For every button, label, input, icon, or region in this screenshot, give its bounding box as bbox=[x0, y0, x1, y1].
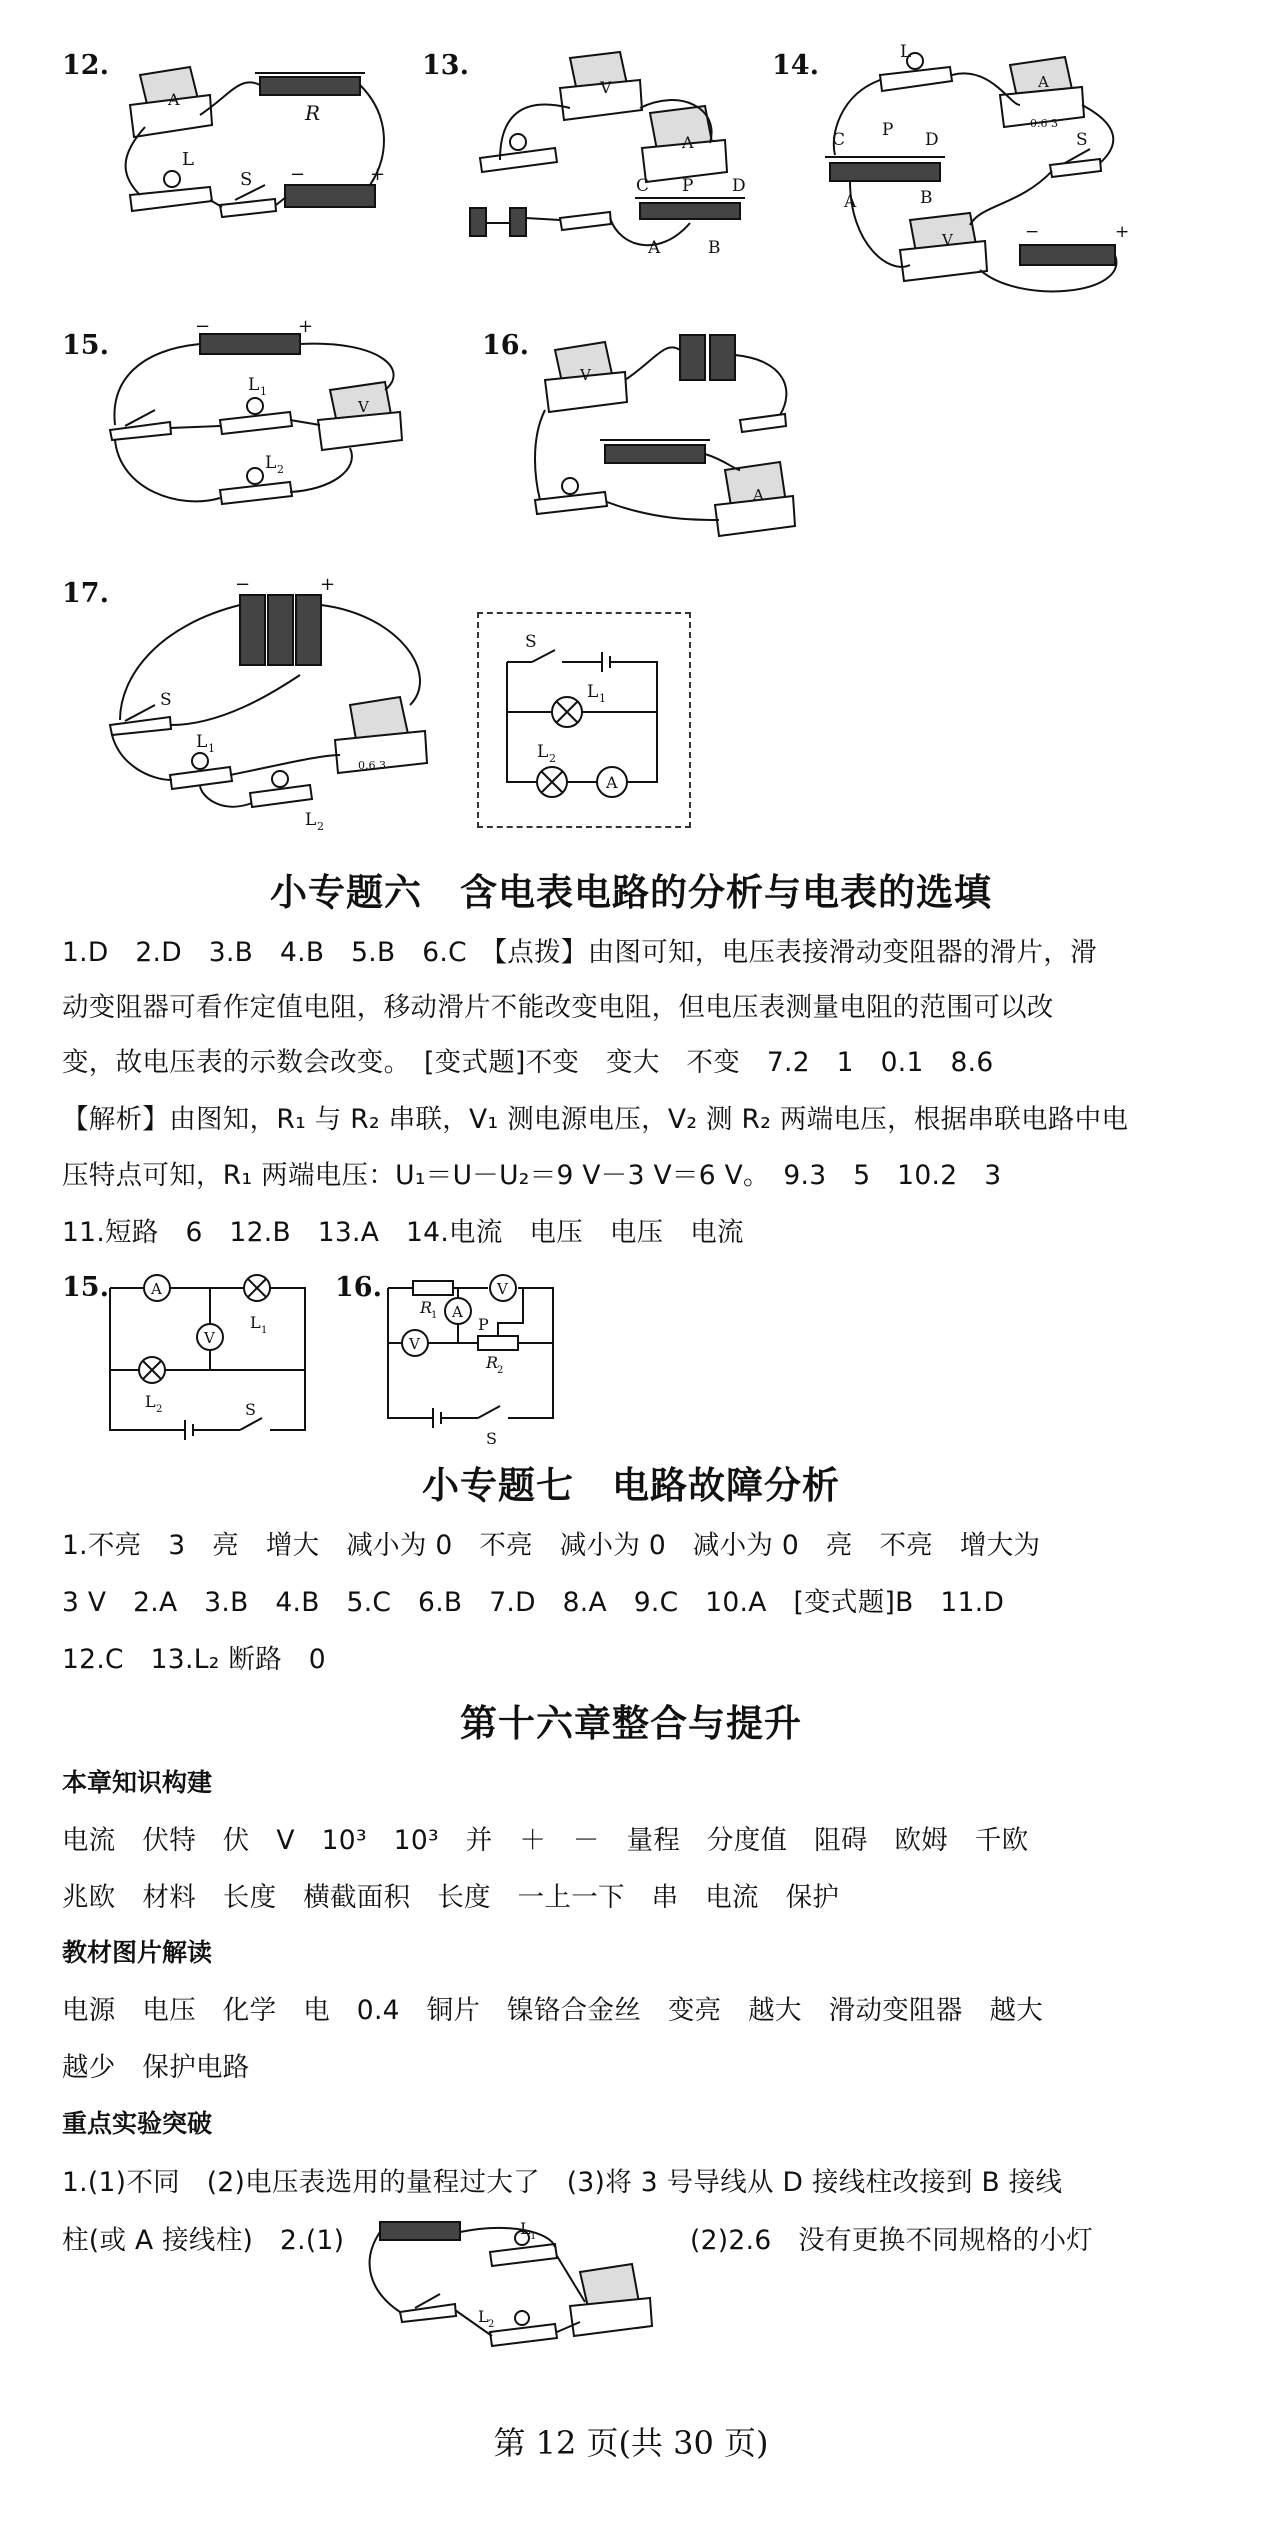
terminal-b-label: B bbox=[920, 188, 933, 208]
bulb-l2-label: L bbox=[537, 742, 549, 762]
bulb-l2-label: L bbox=[305, 810, 317, 830]
subsection-heading: 重点实验突破 bbox=[62, 2109, 213, 2138]
terminal-b-label: B bbox=[708, 238, 721, 258]
voltmeter-label: V bbox=[409, 1335, 420, 1353]
minus-label: − bbox=[290, 164, 306, 185]
bulb-l2-label: L bbox=[478, 2307, 489, 2326]
bulb-l2-subscript: 2 bbox=[317, 820, 324, 833]
voltmeter-label: V bbox=[580, 366, 591, 384]
bulb-l1-label: L bbox=[520, 2219, 531, 2238]
switch-label: S bbox=[245, 1400, 256, 1419]
bulb-l1-subscript: 1 bbox=[599, 692, 606, 705]
resistor-r2-label: R bbox=[486, 1353, 499, 1372]
answer-line: 越少 保护电路 bbox=[62, 2052, 250, 2083]
answer-line: 电源 电压 化学 电 0.4 铜片 镍铬合金丝 变亮 越大 滑动变阻器 越大 bbox=[62, 1995, 1044, 2026]
bulb-l1-subscript: 1 bbox=[530, 2231, 537, 2242]
question-number: 16. bbox=[482, 330, 529, 361]
switch-label: S bbox=[240, 169, 253, 190]
voltmeter-2-label: V bbox=[497, 1280, 508, 1298]
resistor-r1-subscript: 1 bbox=[431, 1310, 438, 1321]
question-number: 17. bbox=[62, 578, 109, 609]
section-title: 小专题六 含电表电路的分析与电表的选填 bbox=[270, 871, 992, 914]
voltmeter-label: V bbox=[204, 1329, 215, 1347]
bulb-l2-subscript: 2 bbox=[277, 463, 284, 476]
minus-label: − bbox=[195, 316, 211, 337]
rheostat-label: R bbox=[305, 101, 321, 125]
ammeter-label: A bbox=[753, 486, 764, 504]
bulb-label: L bbox=[900, 42, 912, 62]
plus-label: + bbox=[320, 574, 336, 595]
bulb-label: L bbox=[182, 149, 194, 170]
section-title: 小专题七 电路故障分析 bbox=[422, 1464, 840, 1507]
switch-label: S bbox=[1076, 130, 1088, 150]
answer-line: (2)2.6 没有更换不同规格的小灯 bbox=[690, 2225, 1094, 2256]
terminal-d-label: D bbox=[732, 176, 746, 196]
answer-line: 压特点可知，R₁ 两端电压：U₁＝U－U₂＝9 V－3 V＝6 V。 9.3 5 10.2 3 bbox=[62, 1160, 1002, 1191]
minus-label: − bbox=[235, 574, 251, 595]
answer-line: 1.(1)不同 (2)电压表选用的量程过大了 (3)将 3 号导线从 D 接线柱改接到 B 接线 bbox=[62, 2167, 1063, 2198]
terminal-a-label: A bbox=[844, 192, 857, 212]
circuit-figure-13 bbox=[460, 48, 760, 278]
slider-p-label: P bbox=[882, 120, 894, 140]
answer-line: 1.D 2.D 3.B 4.B 5.B 6.C 【点拨】由图可知，电压表接滑动变阻器的滑片，滑 bbox=[62, 937, 1097, 968]
chapter-title: 第十六章整合与提升 bbox=[460, 1702, 802, 1745]
question-number: 16. bbox=[335, 1272, 382, 1303]
slider-p-label: P bbox=[478, 1315, 489, 1334]
circuit-schematic-17 bbox=[477, 612, 691, 828]
resistor-r2-subscript: 2 bbox=[497, 1365, 504, 1376]
bulb-l1-subscript: 1 bbox=[260, 385, 267, 398]
question-number: 15. bbox=[62, 1272, 109, 1303]
answer-line: 电流 伏特 伏 V 10³ 10³ 并 ＋ － 量程 分度值 阻碍 欧姆 千欧 bbox=[62, 1825, 1029, 1856]
answer-line: 11.短路 6 12.B 13.A 14.电流 电压 电压 电流 bbox=[62, 1217, 744, 1248]
bulb-l2-label: L bbox=[145, 1392, 156, 1411]
switch-label: S bbox=[160, 690, 172, 710]
circuit-figure-14 bbox=[820, 42, 1140, 305]
bulb-l1-label: L bbox=[196, 732, 208, 752]
switch-label: S bbox=[525, 632, 537, 652]
bulb-l1-subscript: 1 bbox=[261, 1325, 268, 1336]
ammeter-symbol-label: A bbox=[606, 773, 618, 792]
experiment-circuit-figure bbox=[370, 2212, 670, 2372]
circuit-figure-16 bbox=[525, 320, 815, 550]
bulb-l2-subscript: 2 bbox=[156, 1404, 163, 1415]
circuit-diagram-16 bbox=[378, 1268, 578, 1448]
terminal-c-label: C bbox=[832, 130, 846, 150]
bulb-l1-subscript: 1 bbox=[208, 742, 215, 755]
voltmeter-label: V bbox=[358, 398, 369, 416]
terminal-d-label: D bbox=[925, 130, 939, 150]
bulb-l2-subscript: 2 bbox=[549, 752, 556, 765]
circuit-figure-12 bbox=[100, 55, 400, 255]
ammeter-label: A bbox=[452, 1303, 463, 1321]
subsection-heading: 本章知识构建 bbox=[62, 1768, 213, 1797]
subsection-heading: 教材图片解读 bbox=[62, 1938, 213, 1967]
minus-label: − bbox=[1025, 222, 1040, 242]
bulb-l1-label: L bbox=[248, 375, 260, 395]
answer-line: 变，故电压表的示数会改变。 [变式题]不变 变大 不变 7.2 1 0.1 8.6 bbox=[62, 1047, 994, 1078]
switch-label: S bbox=[486, 1429, 497, 1448]
resistor-r1-label: R bbox=[420, 1298, 433, 1317]
page-footer: 第 12 页(共 30 页) bbox=[493, 2424, 769, 2462]
terminal-a-label: A bbox=[648, 238, 661, 258]
plus-label: + bbox=[370, 164, 386, 185]
bulb-l1-label: L bbox=[587, 682, 599, 702]
circuit-figure-17 bbox=[100, 575, 450, 835]
circuit-figure-15 bbox=[100, 316, 420, 520]
plus-label: + bbox=[298, 316, 314, 337]
answer-line: 12.C 13.L₂ 断路 0 bbox=[62, 1644, 326, 1675]
scale-label: 0.6 3 bbox=[358, 759, 386, 772]
answer-line: 动变阻器可看作定值电阻，移动滑片不能改变电阻，但电压表测量电阻的范围可以改 bbox=[62, 992, 1054, 1023]
bulb-l2-subscript: 2 bbox=[488, 2319, 495, 2330]
answer-line: 柱(或 A 接线柱) 2.(1) bbox=[62, 2225, 345, 2256]
voltmeter-label: V bbox=[942, 231, 953, 249]
question-number: 13. bbox=[422, 50, 469, 81]
ammeter-label: A bbox=[168, 90, 180, 109]
question-number: 12. bbox=[62, 50, 109, 81]
slider-p-label: P bbox=[682, 176, 694, 196]
scale-label: 0.6 3 bbox=[1030, 117, 1058, 130]
answer-line: 1.不亮 3 亮 增大 减小为 0 不亮 减小为 0 减小为 0 亮 不亮 增大为 bbox=[62, 1530, 1041, 1561]
circuit-diagram-15 bbox=[100, 1270, 320, 1450]
question-number: 15. bbox=[62, 330, 109, 361]
bulb-l2-label: L bbox=[265, 453, 277, 473]
ammeter-label: A bbox=[1038, 73, 1049, 91]
ammeter-label: A bbox=[682, 133, 694, 152]
answer-line: 3 V 2.A 3.B 4.B 5.C 6.B 7.D 8.A 9.C 10.A [变式题]B 11.D bbox=[62, 1587, 1005, 1618]
question-number: 14. bbox=[772, 50, 819, 81]
ammeter-label: A bbox=[151, 1280, 162, 1298]
voltmeter-label: V bbox=[600, 78, 612, 97]
answer-line: 兆欧 材料 长度 横截面积 长度 一上一下 串 电流 保护 bbox=[62, 1882, 840, 1913]
plus-label: + bbox=[1115, 222, 1130, 242]
terminal-c-label: C bbox=[636, 176, 650, 196]
bulb-l1-label: L bbox=[250, 1313, 261, 1332]
answer-line: 【解析】由图知，R₁ 与 R₂ 串联，V₁ 测电源电压，V₂ 测 R₂ 两端电压，根据串联电路中电 bbox=[62, 1104, 1129, 1135]
